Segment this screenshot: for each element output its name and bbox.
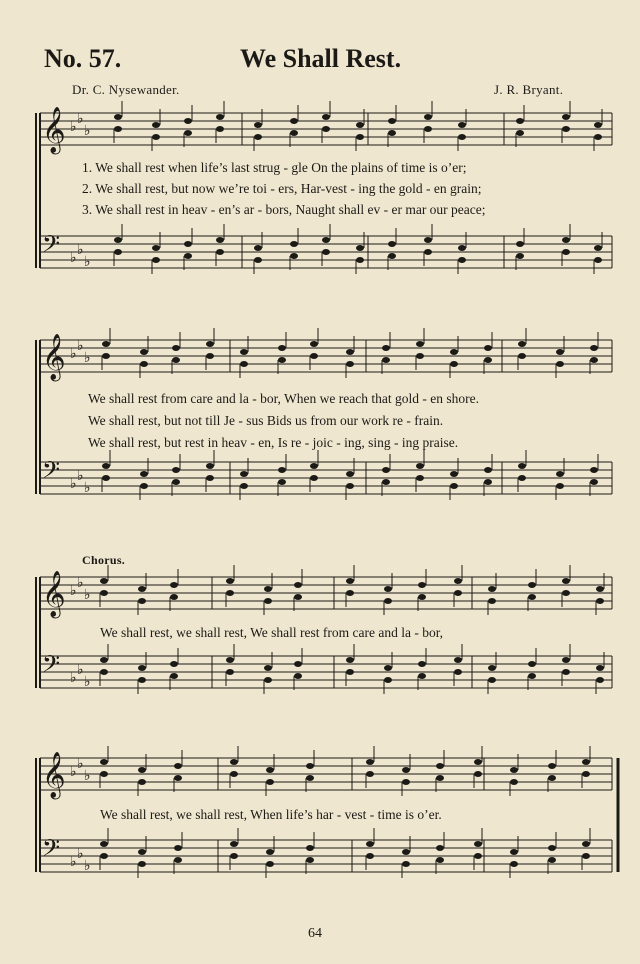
note-head bbox=[170, 673, 178, 679]
note-head bbox=[206, 353, 214, 359]
note-head bbox=[310, 463, 318, 469]
flat-sign: ♭ bbox=[70, 250, 77, 266]
bass-clef: 𝄢 bbox=[42, 834, 61, 867]
note-head bbox=[216, 114, 224, 120]
verse-3-line-2: We shall rest, but rest in heav - en, Is re - joic - ing, sing - ing praise. bbox=[88, 435, 459, 450]
flat-sign: ♭ bbox=[84, 674, 91, 690]
note-head bbox=[590, 467, 598, 473]
flat-sign: ♭ bbox=[77, 575, 84, 591]
note-head bbox=[416, 463, 424, 469]
note-head bbox=[266, 767, 274, 773]
bass-clef: 𝄢 bbox=[42, 650, 61, 683]
flat-sign: ♭ bbox=[77, 846, 84, 862]
note-head bbox=[266, 849, 274, 855]
note-head bbox=[240, 483, 248, 489]
note-head bbox=[138, 779, 146, 785]
note-head bbox=[596, 586, 604, 592]
note-head bbox=[416, 353, 424, 359]
note-head bbox=[100, 771, 108, 777]
note-head bbox=[306, 763, 314, 769]
note-head bbox=[184, 241, 192, 247]
flat-sign: ♭ bbox=[84, 858, 91, 874]
note-head bbox=[264, 598, 272, 604]
note-head bbox=[516, 118, 524, 124]
note-head bbox=[100, 669, 108, 675]
note-head bbox=[306, 857, 314, 863]
note-head bbox=[436, 775, 444, 781]
note-head bbox=[418, 594, 426, 600]
note-head bbox=[402, 861, 410, 867]
note-head bbox=[254, 122, 262, 128]
note-head bbox=[458, 122, 466, 128]
note-head bbox=[138, 767, 146, 773]
flat-sign: ♭ bbox=[84, 350, 91, 366]
note-head bbox=[366, 759, 374, 765]
note-head bbox=[518, 341, 526, 347]
note-head bbox=[278, 479, 286, 485]
note-head bbox=[582, 841, 590, 847]
flat-sign: ♭ bbox=[77, 242, 84, 258]
note-head bbox=[174, 775, 182, 781]
note-head bbox=[346, 590, 354, 596]
note-head bbox=[172, 345, 180, 351]
treble-clef: 𝄞 bbox=[42, 107, 66, 153]
flat-sign: ♭ bbox=[77, 662, 84, 678]
chorus-line-1: We shall rest, we shall rest, We shall rest from care and la - bor, bbox=[100, 625, 444, 640]
flat-sign: ♭ bbox=[77, 756, 84, 772]
note-head bbox=[294, 661, 302, 667]
note-head bbox=[114, 249, 122, 255]
note-head bbox=[230, 853, 238, 859]
note-head bbox=[484, 345, 492, 351]
note-head bbox=[174, 857, 182, 863]
note-head bbox=[254, 257, 262, 263]
note-head bbox=[366, 841, 374, 847]
note-head bbox=[152, 245, 160, 251]
verse-2-line-2: We shall rest, but not till Je - sus Bids us from our work re - frain. bbox=[88, 413, 444, 428]
flat-sign: ♭ bbox=[84, 123, 91, 139]
note-head bbox=[216, 249, 224, 255]
note-head bbox=[230, 771, 238, 777]
note-head bbox=[114, 237, 122, 243]
bass-clef: 𝄢 bbox=[42, 456, 61, 489]
note-head bbox=[510, 861, 518, 867]
hymn-title: We Shall Rest. bbox=[240, 44, 402, 73]
note-head bbox=[310, 353, 318, 359]
note-head bbox=[356, 122, 364, 128]
note-head bbox=[290, 253, 298, 259]
lyricist-credit: J. R. Bryant. bbox=[494, 82, 564, 97]
note-head bbox=[306, 775, 314, 781]
chorus-line-2: We shall rest, we shall rest, When life’s har - vest - time is o’er. bbox=[100, 807, 442, 822]
note-head bbox=[226, 590, 234, 596]
note-head bbox=[516, 241, 524, 247]
note-head bbox=[528, 661, 536, 667]
note-head bbox=[562, 126, 570, 132]
note-head bbox=[424, 249, 432, 255]
note-head bbox=[152, 257, 160, 263]
treble-clef: 𝄞 bbox=[42, 752, 66, 798]
note-head bbox=[346, 669, 354, 675]
flat-sign: ♭ bbox=[84, 768, 91, 784]
note-head bbox=[488, 586, 496, 592]
note-head bbox=[458, 257, 466, 263]
note-head bbox=[450, 349, 458, 355]
note-head bbox=[310, 475, 318, 481]
note-head bbox=[174, 845, 182, 851]
note-head bbox=[562, 114, 570, 120]
note-head bbox=[138, 861, 146, 867]
hymn-number: No. 57. bbox=[44, 44, 122, 73]
flat-sign: ♭ bbox=[70, 119, 77, 135]
note-head bbox=[216, 126, 224, 132]
note-head bbox=[322, 237, 330, 243]
verse-3-line-1: 3. We shall rest in heav - en’s ar - bors, Naught shall ev - er mar our peace; bbox=[82, 202, 486, 217]
note-head bbox=[254, 134, 262, 140]
note-head bbox=[594, 257, 602, 263]
note-head bbox=[590, 345, 598, 351]
note-head bbox=[266, 861, 274, 867]
note-head bbox=[528, 582, 536, 588]
bass-clef: 𝄢 bbox=[42, 230, 61, 263]
note-head bbox=[366, 853, 374, 859]
note-head bbox=[100, 759, 108, 765]
flat-sign: ♭ bbox=[70, 476, 77, 492]
note-head bbox=[102, 463, 110, 469]
note-head bbox=[416, 475, 424, 481]
note-head bbox=[382, 357, 390, 363]
note-head bbox=[356, 257, 364, 263]
flat-sign: ♭ bbox=[77, 111, 84, 127]
note-head bbox=[346, 578, 354, 584]
note-head bbox=[384, 677, 392, 683]
note-head bbox=[294, 673, 302, 679]
note-head bbox=[138, 677, 146, 683]
note-head bbox=[184, 253, 192, 259]
flat-sign: ♭ bbox=[70, 854, 77, 870]
note-head bbox=[346, 471, 354, 477]
verse-1-line-2: We shall rest from care and la - bor, When we reach that gold - en shore. bbox=[88, 391, 479, 406]
note-head bbox=[596, 665, 604, 671]
note-head bbox=[140, 349, 148, 355]
note-head bbox=[596, 598, 604, 604]
note-head bbox=[384, 665, 392, 671]
flat-sign: ♭ bbox=[84, 254, 91, 270]
note-head bbox=[458, 134, 466, 140]
note-head bbox=[594, 122, 602, 128]
note-head bbox=[450, 483, 458, 489]
note-head bbox=[294, 582, 302, 588]
note-head bbox=[474, 759, 482, 765]
note-head bbox=[388, 253, 396, 259]
note-head bbox=[436, 763, 444, 769]
note-head bbox=[450, 471, 458, 477]
note-head bbox=[562, 657, 570, 663]
note-head bbox=[172, 467, 180, 473]
flat-sign: ♭ bbox=[77, 338, 84, 354]
note-head bbox=[382, 345, 390, 351]
note-head bbox=[402, 849, 410, 855]
note-head bbox=[170, 594, 178, 600]
note-head bbox=[322, 249, 330, 255]
note-head bbox=[582, 853, 590, 859]
note-head bbox=[510, 767, 518, 773]
note-head bbox=[388, 241, 396, 247]
note-head bbox=[264, 677, 272, 683]
note-head bbox=[100, 578, 108, 584]
note-head bbox=[454, 669, 462, 675]
note-head bbox=[424, 237, 432, 243]
note-head bbox=[226, 578, 234, 584]
note-head bbox=[346, 349, 354, 355]
note-head bbox=[474, 841, 482, 847]
note-head bbox=[102, 353, 110, 359]
note-head bbox=[172, 479, 180, 485]
note-head bbox=[528, 673, 536, 679]
note-head bbox=[418, 673, 426, 679]
note-head bbox=[264, 665, 272, 671]
note-head bbox=[184, 130, 192, 136]
note-head bbox=[562, 590, 570, 596]
note-head bbox=[594, 134, 602, 140]
note-head bbox=[518, 475, 526, 481]
note-head bbox=[138, 665, 146, 671]
note-head bbox=[590, 479, 598, 485]
flat-sign: ♭ bbox=[77, 468, 84, 484]
flat-sign: ♭ bbox=[84, 480, 91, 496]
note-head bbox=[310, 341, 318, 347]
note-head bbox=[170, 661, 178, 667]
note-head bbox=[140, 471, 148, 477]
note-head bbox=[114, 114, 122, 120]
note-head bbox=[562, 669, 570, 675]
note-head bbox=[582, 771, 590, 777]
note-head bbox=[356, 134, 364, 140]
note-head bbox=[484, 467, 492, 473]
note-head bbox=[556, 349, 564, 355]
note-head bbox=[384, 598, 392, 604]
note-head bbox=[516, 130, 524, 136]
note-head bbox=[458, 245, 466, 251]
note-head bbox=[416, 341, 424, 347]
note-head bbox=[294, 594, 302, 600]
note-head bbox=[152, 134, 160, 140]
note-head bbox=[484, 479, 492, 485]
note-head bbox=[102, 475, 110, 481]
note-head bbox=[516, 253, 524, 259]
note-head bbox=[454, 590, 462, 596]
note-head bbox=[450, 361, 458, 367]
note-head bbox=[240, 361, 248, 367]
note-head bbox=[596, 677, 604, 683]
flat-sign: ♭ bbox=[70, 670, 77, 686]
note-head bbox=[306, 845, 314, 851]
note-head bbox=[518, 463, 526, 469]
note-head bbox=[436, 845, 444, 851]
note-head bbox=[206, 475, 214, 481]
flat-sign: ♭ bbox=[84, 587, 91, 603]
note-head bbox=[346, 483, 354, 489]
note-head bbox=[138, 849, 146, 855]
note-head bbox=[174, 763, 182, 769]
note-head bbox=[184, 118, 192, 124]
note-head bbox=[518, 353, 526, 359]
note-head bbox=[266, 779, 274, 785]
note-head bbox=[240, 471, 248, 477]
note-head bbox=[226, 657, 234, 663]
composer-credit: Dr. C. Nysewander. bbox=[72, 82, 180, 97]
verse-2-line-1: 2. We shall rest, but now we’re toi - ers, Har-vest - ing the gold - en grain; bbox=[82, 181, 482, 196]
note-head bbox=[226, 669, 234, 675]
flat-sign: ♭ bbox=[70, 764, 77, 780]
note-head bbox=[278, 345, 286, 351]
note-head bbox=[474, 771, 482, 777]
note-head bbox=[172, 357, 180, 363]
note-head bbox=[138, 586, 146, 592]
note-head bbox=[322, 114, 330, 120]
note-head bbox=[102, 341, 110, 347]
note-head bbox=[582, 759, 590, 765]
note-head bbox=[562, 578, 570, 584]
note-head bbox=[152, 122, 160, 128]
note-head bbox=[556, 483, 564, 489]
note-head bbox=[418, 582, 426, 588]
note-head bbox=[556, 471, 564, 477]
note-head bbox=[100, 853, 108, 859]
note-head bbox=[216, 237, 224, 243]
note-head bbox=[366, 771, 374, 777]
note-head bbox=[548, 857, 556, 863]
note-head bbox=[138, 598, 146, 604]
note-head bbox=[528, 594, 536, 600]
page-number: 64 bbox=[308, 926, 322, 941]
note-head bbox=[424, 126, 432, 132]
note-head bbox=[488, 677, 496, 683]
note-head bbox=[548, 775, 556, 781]
treble-clef: 𝄞 bbox=[42, 571, 66, 617]
note-head bbox=[346, 361, 354, 367]
note-head bbox=[510, 849, 518, 855]
note-head bbox=[346, 657, 354, 663]
note-head bbox=[388, 118, 396, 124]
flat-sign: ♭ bbox=[70, 346, 77, 362]
note-head bbox=[510, 779, 518, 785]
note-head bbox=[254, 245, 262, 251]
note-head bbox=[322, 126, 330, 132]
note-head bbox=[290, 130, 298, 136]
note-head bbox=[230, 759, 238, 765]
note-head bbox=[548, 763, 556, 769]
note-head bbox=[562, 249, 570, 255]
verse-1-line-1: 1. We shall rest when life’s last strug - gle On the plains of time is o’er; bbox=[82, 160, 467, 175]
note-head bbox=[548, 845, 556, 851]
note-head bbox=[140, 361, 148, 367]
note-head bbox=[402, 767, 410, 773]
note-head bbox=[100, 590, 108, 596]
note-head bbox=[382, 467, 390, 473]
note-head bbox=[474, 853, 482, 859]
note-head bbox=[206, 341, 214, 347]
note-head bbox=[100, 841, 108, 847]
note-head bbox=[170, 582, 178, 588]
note-head bbox=[454, 657, 462, 663]
note-head bbox=[594, 245, 602, 251]
note-head bbox=[100, 657, 108, 663]
note-head bbox=[488, 598, 496, 604]
flat-sign: ♭ bbox=[70, 583, 77, 599]
note-head bbox=[418, 661, 426, 667]
note-head bbox=[590, 357, 598, 363]
note-head bbox=[454, 578, 462, 584]
note-head bbox=[290, 241, 298, 247]
note-head bbox=[230, 841, 238, 847]
note-head bbox=[206, 463, 214, 469]
note-head bbox=[290, 118, 298, 124]
note-head bbox=[264, 586, 272, 592]
note-head bbox=[382, 479, 390, 485]
chorus-label: Chorus. bbox=[82, 553, 126, 567]
note-head bbox=[140, 483, 148, 489]
note-head bbox=[488, 665, 496, 671]
note-head bbox=[424, 114, 432, 120]
treble-clef: 𝄞 bbox=[42, 334, 66, 380]
note-head bbox=[402, 779, 410, 785]
note-head bbox=[388, 130, 396, 136]
note-head bbox=[384, 586, 392, 592]
note-head bbox=[436, 857, 444, 863]
note-head bbox=[240, 349, 248, 355]
note-head bbox=[278, 467, 286, 473]
note-head bbox=[114, 126, 122, 132]
note-head bbox=[562, 237, 570, 243]
note-head bbox=[356, 245, 364, 251]
note-head bbox=[484, 357, 492, 363]
note-head bbox=[278, 357, 286, 363]
note-head bbox=[556, 361, 564, 367]
